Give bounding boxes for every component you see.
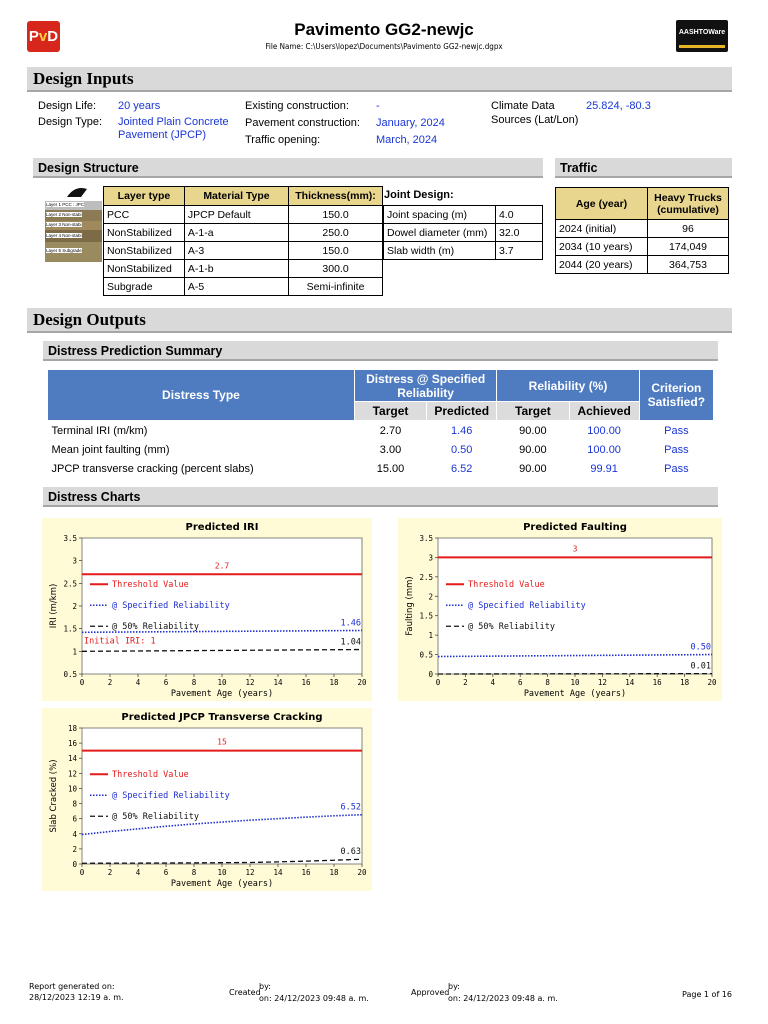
x-axis-label: Pavement Age (years) (170, 879, 274, 889)
x-tick-label: 16 (301, 868, 311, 877)
cell: 6.52 (451, 463, 473, 476)
x-tick-label: 16 (652, 678, 662, 687)
chart-cracking (42, 708, 372, 891)
table-row (104, 206, 383, 224)
traffic-table (555, 187, 729, 274)
cell: Slab width (m) (384, 242, 496, 260)
cell: Terminal IRI (m/km) (51, 424, 148, 437)
y-tick-label: 3.5 (63, 534, 77, 543)
y-tick-label: 0 (72, 860, 77, 869)
y-tick-label: 6 (72, 814, 77, 824)
created-label: Created (229, 988, 261, 997)
x-tick-label: 12 (245, 678, 255, 687)
col-heavy-trucks: Heavy Trucks (cumulative) (648, 188, 729, 220)
x-tick-label: 10 (217, 678, 227, 687)
x-tick-label: 2 (107, 868, 113, 877)
cell: Semi-infinite (289, 278, 383, 296)
pavement-construction-label: Pavement construction: (245, 117, 360, 129)
y-tick-label: 2 (428, 592, 433, 602)
cell: Mean joint faulting (mm) (51, 443, 170, 456)
traffic-opening-label: Traffic opening: (245, 134, 321, 146)
y-tick-label: 10 (67, 784, 77, 794)
x-tick-label: 18 (329, 868, 339, 877)
cell: 99.91 (590, 463, 618, 476)
initial-iri-label: Initial IRI: 1 (84, 636, 156, 647)
table-row (48, 421, 714, 441)
x-axis-label: Pavement Age (years) (170, 689, 274, 699)
cell: NonStabilized (104, 260, 185, 278)
table-row (384, 224, 543, 242)
x-tick-label: 20 (357, 678, 367, 687)
cell: Pass (664, 463, 689, 476)
design-life-label: Design Life: (38, 100, 97, 112)
legend-label: @ Specified Reliability (112, 601, 230, 612)
cell: Pass (664, 424, 689, 437)
chart-faulting-svg (398, 518, 722, 701)
cell: 1.46 (451, 424, 473, 437)
y-axis-label: Slab Cracked (%) (49, 759, 59, 833)
cell: 250.0 (289, 224, 383, 242)
cell: 0.50 (451, 443, 473, 456)
thumb-label-5: Layer 5 Subgrade (46, 248, 82, 253)
x-tick-label: 0 (79, 678, 85, 687)
x-tick-label: 4 (490, 678, 496, 687)
x-tick-label: 12 (597, 678, 607, 687)
y-tick-label: 4 (72, 829, 77, 839)
threshold-label: 15 (217, 737, 227, 747)
y-tick-label: 1.5 (63, 624, 77, 634)
climate-value: 25.824, -80.3 (586, 100, 651, 112)
x-tick-label: 18 (329, 678, 339, 687)
file-name: File Name: C:\Users\lopez\Documents\Pavimento GG2-newjc.dgpx (265, 42, 503, 51)
col-reliability: Reliability (%) (497, 370, 639, 402)
cell: Dowel diameter (mm) (384, 224, 496, 242)
x-tick-label: 2 (463, 678, 468, 687)
table-row (104, 278, 383, 296)
y-tick-label: 2 (72, 844, 77, 854)
table-row (104, 242, 383, 260)
table-row (556, 256, 729, 274)
y-tick-label: 3 (428, 553, 433, 563)
table-row (556, 238, 729, 256)
x-tick-label: 14 (273, 868, 283, 877)
col-material-type: Material Type (184, 187, 288, 206)
col-age-year: Age (year) (556, 188, 648, 220)
chart-faulting (398, 518, 722, 701)
sub-achieved: Achieved (569, 402, 639, 421)
cell: A-1-b (184, 260, 288, 278)
approved-label: Approved (411, 988, 450, 997)
x-tick-label: 14 (273, 678, 283, 687)
x-tick-label: 14 (625, 678, 635, 687)
joint-design-table (383, 205, 543, 260)
x-tick-label: 4 (135, 678, 141, 687)
col-criterion-satisfied: Criterion Satisfied? (639, 370, 713, 421)
report-title: Pavimento GG2-newjc (294, 20, 474, 39)
created-on: on: 24/12/2023 09:48 a. m. (259, 994, 369, 1003)
series-end-label: 0.50 (690, 642, 711, 653)
legend-label: Threshold Value (112, 770, 189, 781)
table-row (104, 224, 383, 242)
chart-iri (42, 518, 372, 701)
y-tick-label: 2 (72, 602, 77, 611)
legend-label: @ 50% Reliability (112, 622, 199, 633)
x-axis-label: Pavement Age (years) (523, 689, 627, 699)
design-inputs-heading: Design Inputs (27, 67, 732, 92)
threshold-label: 2.7 (214, 561, 230, 571)
x-tick-label: 18 (680, 678, 690, 687)
climate-label-2: Sources (Lat/Lon) (491, 114, 579, 126)
design-outputs-heading: Design Outputs (27, 308, 732, 333)
approved-by: by: (448, 982, 460, 991)
cell: 3.7 (496, 242, 543, 260)
y-tick-label: 18 (67, 724, 77, 733)
cell: 90.00 (519, 443, 547, 456)
aashtoware-logo: AASHTOWare (676, 20, 728, 52)
x-tick-label: 6 (517, 678, 523, 687)
design-life-value: 20 years (118, 100, 161, 112)
y-tick-label: 16 (67, 739, 77, 749)
thumb-label-3: Layer 3 Non-stabi (46, 222, 82, 227)
design-type-value-2: Pavement (JPCP) (118, 129, 207, 141)
series-end-label: 6.52 (340, 802, 361, 813)
joint-design-heading: Joint Design: (384, 189, 454, 201)
thumb-label-4: Layer 4 Non-stabi (46, 233, 82, 238)
x-tick-label: 8 (545, 678, 550, 687)
x-tick-label: 2 (107, 678, 113, 687)
report-generated-date: 28/12/2023 12:19 a. m. (29, 993, 124, 1002)
x-tick-label: 12 (245, 868, 255, 877)
cell: JPCP Default (184, 206, 288, 224)
cell: 100.00 (587, 443, 621, 456)
legend-label: Threshold Value (112, 580, 189, 591)
y-tick-label: 0.5 (63, 670, 77, 679)
cell: 32.0 (496, 224, 543, 242)
cell: 15.00 (376, 463, 405, 476)
sub-target: Target (354, 402, 426, 421)
cell: 4.0 (496, 206, 543, 224)
col-layer-type: Layer type (104, 187, 185, 206)
cell: 90.00 (519, 463, 547, 476)
distress-summary-heading: Distress Prediction Summary (43, 341, 718, 361)
existing-construction-value: - (376, 100, 380, 112)
legend-label: @ Specified Reliability (468, 601, 586, 612)
series-end-label: 0.01 (690, 661, 711, 672)
legend-label: @ 50% Reliability (112, 812, 199, 823)
cell: Joint spacing (m) (384, 206, 496, 224)
cell: 90.00 (519, 424, 547, 437)
x-tick-label: 6 (163, 678, 169, 687)
series-end-label: 0.63 (340, 847, 361, 858)
distress-summary-table (47, 369, 714, 479)
cell: Pass (664, 443, 689, 456)
cell: PCC (104, 206, 185, 224)
pvd-logo: P v D (27, 21, 60, 52)
y-tick-label: 1 (428, 631, 433, 641)
chart-iri-svg (42, 518, 372, 701)
x-tick-label: 0 (435, 678, 441, 687)
threshold-label: 3 (572, 544, 578, 554)
cell: A-3 (184, 242, 288, 260)
x-tick-label: 8 (191, 868, 197, 877)
table-row (48, 460, 714, 480)
table-row (48, 440, 714, 460)
y-axis-label: IRI (m/km) (49, 583, 59, 629)
series-end-label: 1.04 (340, 637, 361, 648)
y-tick-label: 2.5 (63, 579, 77, 589)
cell: 2024 (initial) (556, 220, 648, 238)
traffic-opening-value: March, 2024 (376, 134, 438, 146)
design-structure-heading: Design Structure (33, 158, 543, 178)
x-tick-label: 20 (357, 868, 367, 877)
chart-title: Predicted IRI (185, 522, 259, 533)
col-thickness: Thickness(mm): (289, 187, 383, 206)
report-generated-label: Report generated on: (29, 982, 115, 991)
y-tick-label: 14 (67, 754, 77, 764)
x-tick-label: 8 (191, 678, 197, 687)
y-tick-label: 12 (67, 769, 77, 779)
thumb-label-2: Layer 2 Non-stabi (46, 212, 82, 217)
pavement-construction-value: January, 2024 (376, 117, 445, 129)
chart-title: Predicted JPCP Transverse Cracking (121, 712, 323, 723)
y-tick-label: 3.5 (419, 534, 433, 543)
table-row (104, 260, 383, 278)
cell: A-5 (184, 278, 288, 296)
design-type-value-1: Jointed Plain Concrete (118, 116, 229, 128)
distress-charts-heading: Distress Charts (43, 487, 718, 507)
chart-title: Predicted Faulting (523, 522, 627, 533)
climate-label-1: Climate Data (491, 100, 555, 112)
y-tick-label: 8 (72, 799, 77, 809)
table-row (384, 206, 543, 224)
cell: JPCP transverse cracking (percent slabs) (51, 463, 254, 476)
legend-label: @ Specified Reliability (112, 791, 230, 802)
col-distress-type: Distress Type (48, 370, 355, 421)
x-tick-label: 10 (570, 678, 580, 687)
thumb-label-1: Layer 1 PCC : JPC (46, 202, 85, 207)
cell: 2044 (20 years) (556, 256, 648, 274)
cell: 174,049 (648, 238, 729, 256)
sub-target-reliability: Target (497, 402, 569, 421)
y-tick-label: 1 (72, 647, 77, 657)
layer-table (103, 186, 383, 296)
x-tick-label: 16 (301, 678, 311, 687)
created-by: by: (259, 982, 271, 991)
y-tick-label: 2.5 (419, 572, 433, 582)
cell: 100.00 (587, 424, 621, 437)
page-number: Page 1 of 16 (682, 990, 732, 999)
x-tick-label: 4 (135, 868, 141, 877)
sub-predicted: Predicted (427, 402, 497, 421)
cell: NonStabilized (104, 224, 185, 242)
cell: 2.70 (379, 424, 402, 437)
x-tick-label: 20 (707, 678, 717, 687)
cell: A-1-a (184, 224, 288, 242)
design-type-label: Design Type: (38, 116, 103, 128)
cell: 300.0 (289, 260, 383, 278)
legend-label: Threshold Value (468, 580, 545, 591)
cell: 96 (648, 220, 729, 238)
layer-structure-thumbnail (45, 185, 102, 267)
y-tick-label: 3 (72, 556, 77, 566)
y-tick-label: 0 (428, 670, 433, 679)
table-row (556, 220, 729, 238)
col-distress-at-reliability: Distress @ Specified Reliability (354, 370, 496, 402)
chart-cracking-svg (42, 708, 372, 891)
traffic-heading: Traffic (555, 158, 732, 178)
x-tick-label: 10 (217, 868, 227, 877)
approved-on: on: 24/12/2023 09:48 a. m. (448, 994, 558, 1003)
series-end-label: 1.46 (340, 618, 361, 629)
existing-construction-label: Existing construction: (245, 100, 349, 112)
cell: 150.0 (289, 242, 383, 260)
cell: 3.00 (379, 443, 402, 456)
table-row (384, 242, 543, 260)
x-tick-label: 0 (79, 868, 85, 877)
y-axis-label: Faulting (mm) (405, 576, 415, 636)
legend-label: @ 50% Reliability (468, 622, 555, 633)
x-tick-label: 6 (163, 868, 169, 877)
y-tick-label: 1.5 (419, 611, 433, 621)
cell: 364,753 (648, 256, 729, 274)
cell: NonStabilized (104, 242, 185, 260)
cell: Subgrade (104, 278, 185, 296)
cell: 150.0 (289, 206, 383, 224)
cell: 2034 (10 years) (556, 238, 648, 256)
y-tick-label: 0.5 (419, 650, 433, 660)
